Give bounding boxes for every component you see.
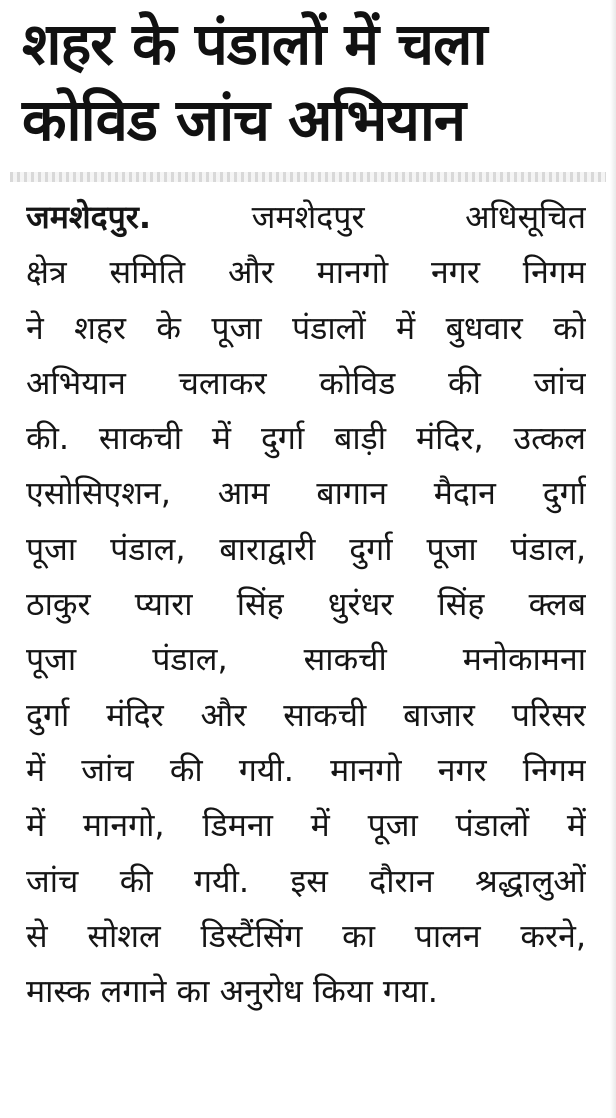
article-line: मास्क लगाने का अनुरोध किया गया.	[26, 972, 438, 1011]
article-line: से सोशल डिस्टैंसिंग का पालन करने,	[26, 916, 586, 955]
headline	[22, 6, 602, 158]
article-line: ठाकुर प्यारा सिंह धुरंधर सिंह क्लब	[26, 585, 586, 624]
article-line: ने शहर के पूजा पंडालों में बुधवार को	[26, 308, 586, 347]
article-line: क्षेत्र समिति और मानगो नगर निगम	[26, 253, 586, 292]
headline-line-2: कोविड जांच अभियान	[22, 86, 466, 154]
article-line: में जांच की गयी. मानगो नगर निगम	[26, 750, 586, 789]
article-line: पूजा पंडाल, साकची मनोकामना	[26, 640, 586, 679]
article-line: पूजा पंडाल, बाराद्वारी दुर्गा पूजा पंडाल,	[26, 529, 586, 568]
article-line: अभियान चलाकर कोविड की जांच	[26, 363, 586, 402]
article-line: एसोसिएशन, आम बागान मैदान दुर्गा	[26, 474, 586, 513]
page-edge	[610, 0, 616, 1118]
article-line	[26, 190, 586, 245]
article-body	[26, 190, 586, 1019]
dateline: जमशेदपुर.	[26, 198, 152, 236]
headline-line-1: शहर के पंडालों में चला	[22, 10, 487, 78]
article-line-text: जमशेदपुर अधिसूचित	[251, 198, 586, 236]
article-line: जांच की गयी. इस दौरान श्रद्धालुओं	[26, 861, 586, 900]
article-line: की. साकची में दुर्गा बाड़ी मंदिर, उत्कल	[26, 419, 586, 458]
article-line: में मानगो, डिमना में पूजा पंडालों में	[26, 806, 586, 845]
article-line: दुर्गा मंदिर और साकची बाजार परिसर	[26, 695, 586, 734]
separator-rule	[10, 172, 606, 182]
